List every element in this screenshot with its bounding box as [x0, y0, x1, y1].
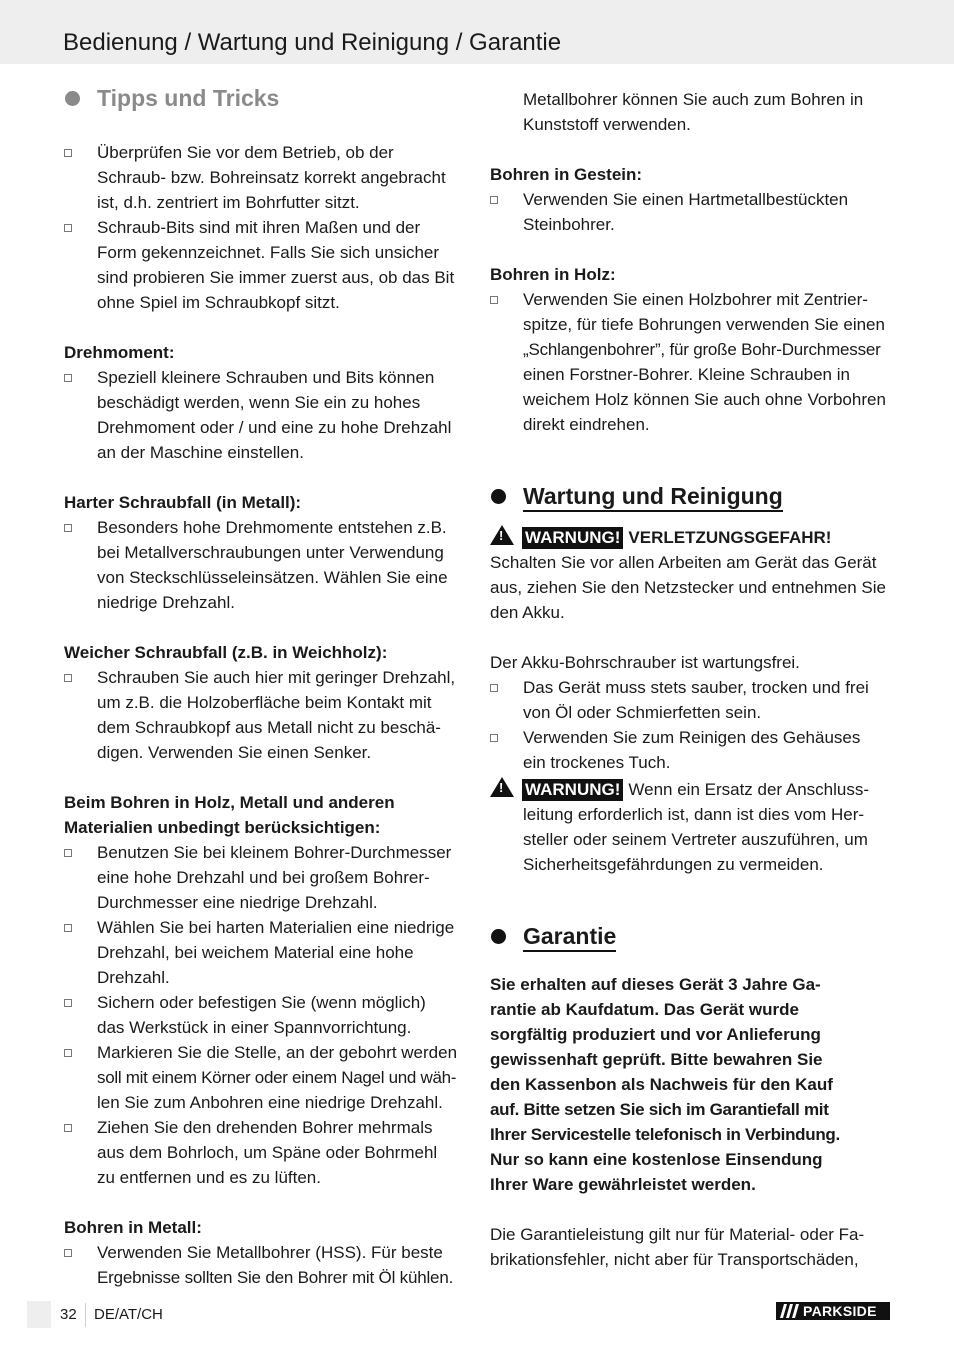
language-code: DE/AT/CH	[94, 1306, 163, 1323]
guarantee-heading: Garantie	[490, 921, 894, 951]
list-item: Ziehen Sie den drehenden Bohrer mehrmals aus dem Bohrloch, um Späne oder Bohrmehl zu entfernen und es zu lüften.	[64, 1115, 464, 1190]
maintenance-free-text: Der Akku-Bohrschrauber ist wartungsfrei.	[490, 653, 800, 672]
square-bullet-icon	[64, 1049, 72, 1057]
list-item: Verwenden Sie zum Reinigen des Gehäuses ein trockenes Tuch.	[490, 725, 894, 775]
metal-drilling-continued: Metallbohrer können Sie auch zum Bohren in Kunststoff verwenden.	[523, 90, 864, 134]
list-item: Verwenden Sie einen Holzbohrer mit Zentrier- spitze, für tiefe Bohrungen verwenden Sie einen „Schlangenbohrer”, für große Bohr-Durchmesser einen Forstner-Bohrer. Kleine Schrauben in weichem Holz können Sie auch ohne Vorbohren direkt eindrehen.	[490, 287, 894, 437]
list-item: Schraub-Bits sind mit ihren Maßen und der Form gekennzeichnet. Falls Sie sich unsicher sind probieren Sie immer zuerst aus, ob das Bit ohne Spiel im Schraubkopf sitzt.	[64, 215, 464, 315]
left-column	[64, 80, 464, 1290]
warning-triangle-icon	[490, 525, 514, 545]
warning-badge: WARNUNG!	[522, 527, 623, 549]
list-item: Benutzen Sie bei kleinem Bohrer-Durchmesser eine hohe Drehzahl und bei großem Bohrer- Durchmesser eine niedrige Drehzahl.	[64, 840, 464, 915]
guarantee-bold-text: Sie erhalten auf dieses Gerät 3 Jahre Ga- rantie ab Kaufdatum. Das Gerät wurde sorgfältig produziert und vor Anlieferung gewissenhaft geprüft. Bitte bewahren Sie den Kassenbon als Nachweis für den Kauf auf. Bitte setzen Sie sich im Garantiefall mit Ihrer Servicestelle telefonisch in Verbindung. Nur so kann eine kostenlose Einsendung Ihrer Ware gewährleistet werden.	[490, 975, 840, 1194]
right-column: Metallbohrer können Sie auch zum Bohren in Kunststoff verwenden. Bohren in Gestein: Verwenden Sie einen Hartmetallbestückten Steinbohrer. Bohren in Holz: Verwenden Sie einen Holzbohrer mit Zentrier- spitze, für tiefe Bohrungen verwenden Sie einen „Schlangenbohrer”, für große Bohr-Durchmesser einen Forstner-Bohrer. Kleine Schrauben in weichem Holz können Sie auch ohne Vorbohren direkt eindrehen. Wartung und Reinigung !WARNUNG! VERLETZUNGSGEFAHR! Schalten Sie vor allen Arbeiten am Gerät das Gerät aus, ziehen Sie den Netzstecker und entnehmen Sie den Akku. Der Akku-Bohrschrauber ist wartungsfrei. Das Gerät muss stets sauber, trocken und frei von Öl oder Schmierfetten sein. Verwenden Sie zum Reinigen des Gehäuses ein trockenes Tuch. !WARNUNG! Wenn ein Ersatz der Anschluss- leitung erforderlich ist, dann ist dies vom Her- steller oder seinem Vertreter auszuführen, um Sicherheitsgefährdungen zu vermeiden. Garantie Sie erhalten auf dieses Gerät 3 Jahre Ga- rantie ab Kaufdatum. Das Gerät wurde sorgfältig produziert und vor Anlieferung gewissenhaft geprüft. Bitte bewahren Sie den Kassenbon als Nachweis für den Kauf auf. Bitte setzen Sie sich im Garantiefall mit Ihrer Servicestelle telefonisch in Verbindung. Nur so kann eine kostenlose Einsendung Ihrer Ware gewährleistet werden. Die Garantieleistung gilt nur für Material- oder Fa- brikationsfehler, nicht aber für Transportschäden,	[490, 87, 894, 1272]
drilling-heading: Beim Bohren in Holz, Metall und anderen Materialien unbedingt berücksichtigen:	[64, 793, 395, 837]
list-item: Verwenden Sie Metallbohrer (HSS). Für beste Ergebnisse sollten Sie den Bohrer mit Öl kühlen.	[64, 1240, 464, 1290]
square-bullet-icon	[490, 196, 498, 204]
brand-stripes-icon	[780, 1304, 800, 1318]
maintenance-heading: Wartung und Reinigung	[490, 481, 894, 511]
page-number: 32	[60, 1306, 77, 1323]
square-bullet-icon	[490, 296, 498, 304]
square-bullet-icon	[64, 224, 72, 232]
list-item: Schrauben Sie auch hier mit geringer Drehzahl, um z.B. die Holzoberfläche beim Kontakt mit dem Schraubkopf aus Metall nicht zu beschä- digen. Verwenden Sie einen Senker.	[64, 665, 464, 765]
square-bullet-icon	[64, 374, 72, 382]
square-bullet-icon	[64, 849, 72, 857]
warning-triangle-icon	[490, 777, 514, 797]
warning-badge: WARNUNG!	[522, 779, 623, 801]
page-title: Bedienung / Wartung und Reinigung / Garantie	[63, 29, 562, 56]
list-item: Besonders hohe Drehmomente entstehen z.B. bei Metallverschraubungen unter Verwendung von Steckschlüsseleinsätzen. Wählen Sie eine niedrige Drehzahl.	[64, 515, 464, 615]
list-item: Speziell kleinere Schrauben und Bits können beschädigt werden, wenn Sie ein zu hohes Drehmoment oder / und eine zu hohe Drehzahl an der Maschine einstellen.	[64, 365, 464, 465]
list-item: Markieren Sie die Stelle, an der gebohrt werden soll mit einem Körner oder einem Nagel und wäh- len Sie zum Anbohren eine niedrige Drehzahl.	[64, 1040, 464, 1115]
wood-drilling-heading: Bohren in Holz:	[490, 265, 616, 284]
warning-cable: !WARNUNG! Wenn ein Ersatz der Anschluss-	[490, 775, 894, 802]
bullet-dot-icon	[491, 489, 506, 504]
tips-heading: Tipps und Tricks	[64, 83, 464, 113]
footer-box	[27, 1301, 51, 1328]
list-item: Verwenden Sie einen Hartmetallbestückten Steinbohrer.	[490, 187, 894, 237]
square-bullet-icon	[490, 684, 498, 692]
square-bullet-icon	[64, 1249, 72, 1257]
list-item: Sichern oder befestigen Sie (wenn möglich) das Werkstück in einer Spannvorrichtung.	[64, 990, 464, 1040]
metal-drilling-heading: Bohren in Metall:	[64, 1218, 202, 1237]
square-bullet-icon	[490, 734, 498, 742]
hard-screwing-heading: Harter Schraubfall (in Metall):	[64, 493, 302, 512]
bullet-dot-icon	[491, 929, 506, 944]
square-bullet-icon	[64, 149, 72, 157]
list-item: Das Gerät muss stets sauber, trocken und frei von Öl oder Schmierfetten sein.	[490, 675, 894, 725]
brand-logo: PARKSIDE	[776, 1302, 890, 1320]
stone-drilling-heading: Bohren in Gestein:	[490, 165, 643, 184]
square-bullet-icon	[64, 674, 72, 682]
square-bullet-icon	[64, 524, 72, 532]
soft-screwing-heading: Weicher Schraubfall (z.B. in Weichholz):	[64, 643, 388, 662]
footer-divider	[85, 1303, 86, 1327]
square-bullet-icon	[64, 924, 72, 932]
warning-injury: !WARNUNG! VERLETZUNGSGEFAHR!	[490, 523, 894, 550]
guarantee-text: Die Garantieleistung gilt nur für Material- oder Fa- brikationsfehler, nicht aber für Transportschäden,	[490, 1225, 865, 1269]
square-bullet-icon	[64, 1124, 72, 1132]
square-bullet-icon	[64, 999, 72, 1007]
bullet-dot-icon	[65, 91, 80, 106]
torque-heading: Drehmoment:	[64, 343, 175, 362]
list-item: Wählen Sie bei harten Materialien eine niedrige Drehzahl, bei weichem Material eine hohe Drehzahl.	[64, 915, 464, 990]
list-item: Überprüfen Sie vor dem Betrieb, ob der Schraub- bzw. Bohreinsatz korrekt angebracht ist, d.h. zentriert im Bohrfutter sitzt.	[64, 140, 464, 215]
